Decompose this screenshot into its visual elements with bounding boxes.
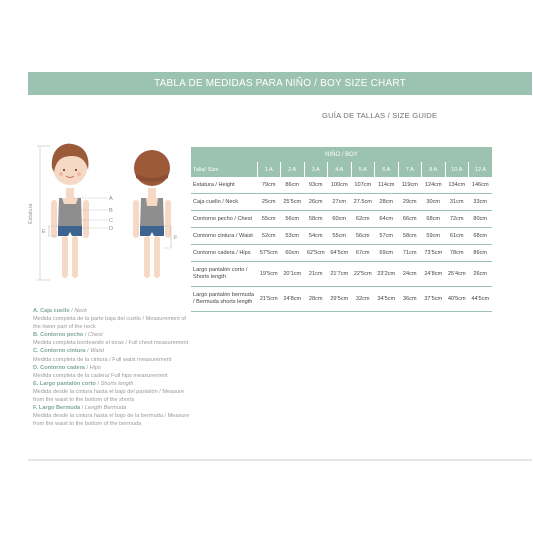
size-header: 7 A (398, 162, 422, 177)
legend-description: Medida desde la cintura hasta el bajo de la bermuda / Measure from the waist to the bottom of the bermuda (33, 413, 190, 428)
table-row (191, 262, 492, 287)
table-cell: 78cm (445, 245, 469, 262)
row-label: Estatura / Height (191, 177, 257, 194)
marker-d: D (109, 226, 114, 232)
table-cell: 57'5cm (257, 245, 281, 262)
table-cell: 64cm (375, 211, 399, 228)
table-cell: 119cm (398, 177, 422, 194)
table-cell: 62cm (351, 211, 375, 228)
legend-english: Hips (89, 364, 101, 371)
table-cell: 29cm (398, 194, 422, 211)
table-cell: 72cm (445, 211, 469, 228)
row-label: Contorno cintura / Waist (191, 228, 257, 245)
legend-item (33, 404, 193, 428)
legend-english: Chest (88, 332, 103, 339)
table-cell: 56cm (281, 211, 305, 228)
table-row (191, 245, 492, 262)
table-cell: 32cm (351, 287, 375, 312)
size-header: 6 A (375, 162, 399, 177)
legend-separator: / (84, 364, 90, 371)
table-cell: 73'5cm (422, 245, 446, 262)
legend-separator: / (80, 405, 85, 412)
table-cell: 30cm (422, 194, 446, 211)
table-cell: 68cm (422, 211, 446, 228)
size-header: 2 A (281, 162, 305, 177)
table-row (191, 211, 492, 228)
table-cell: 93cm (304, 177, 328, 194)
boy-measurement-illustration (28, 138, 188, 288)
legend-key: A. Caja cuello (33, 308, 70, 314)
table-cell: 28cm (375, 194, 399, 211)
legend-item (33, 364, 193, 380)
divider (28, 459, 532, 461)
legend-key: F. Largo Bermuda (33, 405, 81, 412)
height-bracket (37, 146, 50, 280)
table-cell: 86cm (469, 245, 493, 262)
table-cell: 44'5cm (469, 287, 493, 312)
table-cell: 28cm (304, 287, 328, 312)
table-cell: 24'8cm (281, 287, 305, 312)
table-cell: 61cm (445, 228, 469, 245)
marker-b: B (109, 208, 113, 214)
table-cell: 100cm (328, 177, 352, 194)
table-row (191, 177, 492, 194)
legend-separator: / (85, 348, 91, 355)
table-cell: 57cm (375, 228, 399, 245)
table-cell: 69cm (375, 245, 399, 262)
legend-separator: / (69, 308, 75, 314)
table-cell: 27.5cm (351, 194, 375, 211)
table-cell: 31cm (445, 194, 469, 211)
table-cell: 55cm (257, 211, 281, 228)
table-row (191, 194, 492, 211)
table-cell: 86cm (281, 177, 305, 194)
legend-key: B. Contorno pecho (33, 332, 84, 339)
legend-english: Shorts length (100, 380, 134, 387)
table-cell: 36cm (398, 287, 422, 312)
legend-item (33, 347, 193, 363)
estatura-label: Estatura (28, 203, 34, 224)
legend-english: Neck (74, 308, 88, 314)
legend-english: Waist (90, 348, 105, 355)
table-cell: 21cm (304, 262, 328, 287)
table-cell: 67cm (351, 245, 375, 262)
marker-f: F (174, 235, 178, 241)
table-cell: 64'5cm (328, 245, 352, 262)
boy-front-figure (51, 144, 89, 278)
header-label: Talla/ Size (191, 162, 257, 177)
table-cell: 146cm (469, 177, 493, 194)
table-cell: 25cm (257, 194, 281, 211)
table-cell: 24'8cm (422, 262, 446, 287)
marker-e: E (42, 229, 46, 235)
table-cell: 107cm (351, 177, 375, 194)
size-header: 4 A (328, 162, 352, 177)
table-cell: 80cm (469, 211, 493, 228)
legend-separator: / (83, 332, 89, 339)
legend-key: C. Contorno cintura (33, 348, 86, 355)
table-cell: 60cm (281, 245, 305, 262)
table-cell: 25'4cm (445, 262, 469, 287)
table-cell: 62'5cm (304, 245, 328, 262)
legend-english: Length Bermuda (84, 405, 127, 412)
table-cell: 34'5cm (375, 287, 399, 312)
legend-key: D. Contorno cadera (33, 364, 85, 371)
legend-description: Medida completa de la cadera/ Full hips measurement (33, 372, 168, 379)
legend-description: Medida completa de la cintura / Full waist measurement (33, 356, 172, 363)
size-header: 1 A (257, 162, 281, 177)
table-cell: 53cm (281, 228, 305, 245)
table-cell: 58cm (304, 211, 328, 228)
table-cell: 21'5cm (257, 287, 281, 312)
table-row (191, 228, 492, 245)
table-cell: 59cm (422, 228, 446, 245)
table-cell: 52cm (257, 228, 281, 245)
table-cell: 20'1cm (281, 262, 305, 287)
table-cell: 33cm (469, 194, 493, 211)
marker-c: C (109, 218, 114, 224)
row-label: Contorno pecho / Chest (191, 211, 257, 228)
row-label: Caja cuello / Neck (191, 194, 257, 211)
table-cell: 25'5cm (281, 194, 305, 211)
size-header: 12 A (469, 162, 493, 177)
row-label: Largo pantalón corto / Shorts length (191, 262, 257, 287)
legend-description: Medida completa de la parte baja del cuello / Measurement of the lower part of the neck (33, 316, 186, 331)
table-cell: 79cm (257, 177, 281, 194)
measurement-legend (33, 307, 193, 428)
size-header: 8 A (422, 162, 446, 177)
table-cell: 68cm (469, 228, 493, 245)
table-cell: 22'5cm (351, 262, 375, 287)
table-cell: 21'7cm (328, 262, 352, 287)
row-label: Contorno cadera / Hips (191, 245, 257, 262)
table-cell: 60cm (328, 211, 352, 228)
marker-a: A (109, 196, 113, 202)
table-cell: 26cm (469, 262, 493, 287)
size-guide-heading: GUÍA DE TALLAS / SIZE GUIDE (322, 111, 438, 120)
table-row (191, 287, 492, 312)
table-cell: 23'2cm (375, 262, 399, 287)
table-cell: 37'5cm (422, 287, 446, 312)
table-cell: 124cm (422, 177, 446, 194)
table-cell: 19'5cm (257, 262, 281, 287)
boy-back-figure (133, 150, 171, 278)
size-header-row (191, 162, 492, 177)
table-cell: 26cm (304, 194, 328, 211)
table-cell: 71cm (398, 245, 422, 262)
table-cell: 56cm (351, 228, 375, 245)
table-cell: 27cm (328, 194, 352, 211)
size-chart-table (191, 147, 492, 312)
table-cell: 55cm (328, 228, 352, 245)
table-cell: 24cm (398, 262, 422, 287)
legend-item (33, 331, 193, 347)
banner-title: TABLA DE MEDIDAS PARA NIÑO / BOY SIZE CHART (28, 72, 532, 95)
table-cell: 134cm (445, 177, 469, 194)
legend-separator: / (95, 380, 101, 387)
legend-key: E. Largo pantalón corto (33, 380, 96, 387)
size-header: 5 A (351, 162, 375, 177)
table-cell: 58cm (398, 228, 422, 245)
table-cell: 40'5cm (445, 287, 469, 312)
legend-description: Medida completa bordeando el torax / Full chest measurement (33, 340, 189, 347)
table-cell: 66cm (398, 211, 422, 228)
table-cell: 54cm (304, 228, 328, 245)
row-label: Largo pantalón bermuda / Bermuda shorts length (191, 287, 257, 312)
size-header: 3 A (304, 162, 328, 177)
legend-description: Medida desde la cintura hasta el bajo del pantalón / Measure from the waist to the bottom of the shorts (33, 388, 185, 404)
table-title: NIÑO / BOY (191, 147, 492, 162)
table-cell: 114cm (375, 177, 399, 194)
size-header: 10 A (445, 162, 469, 177)
table-cell: 29'5cm (328, 287, 352, 312)
legend-item (33, 307, 193, 331)
legend-item (33, 380, 193, 404)
